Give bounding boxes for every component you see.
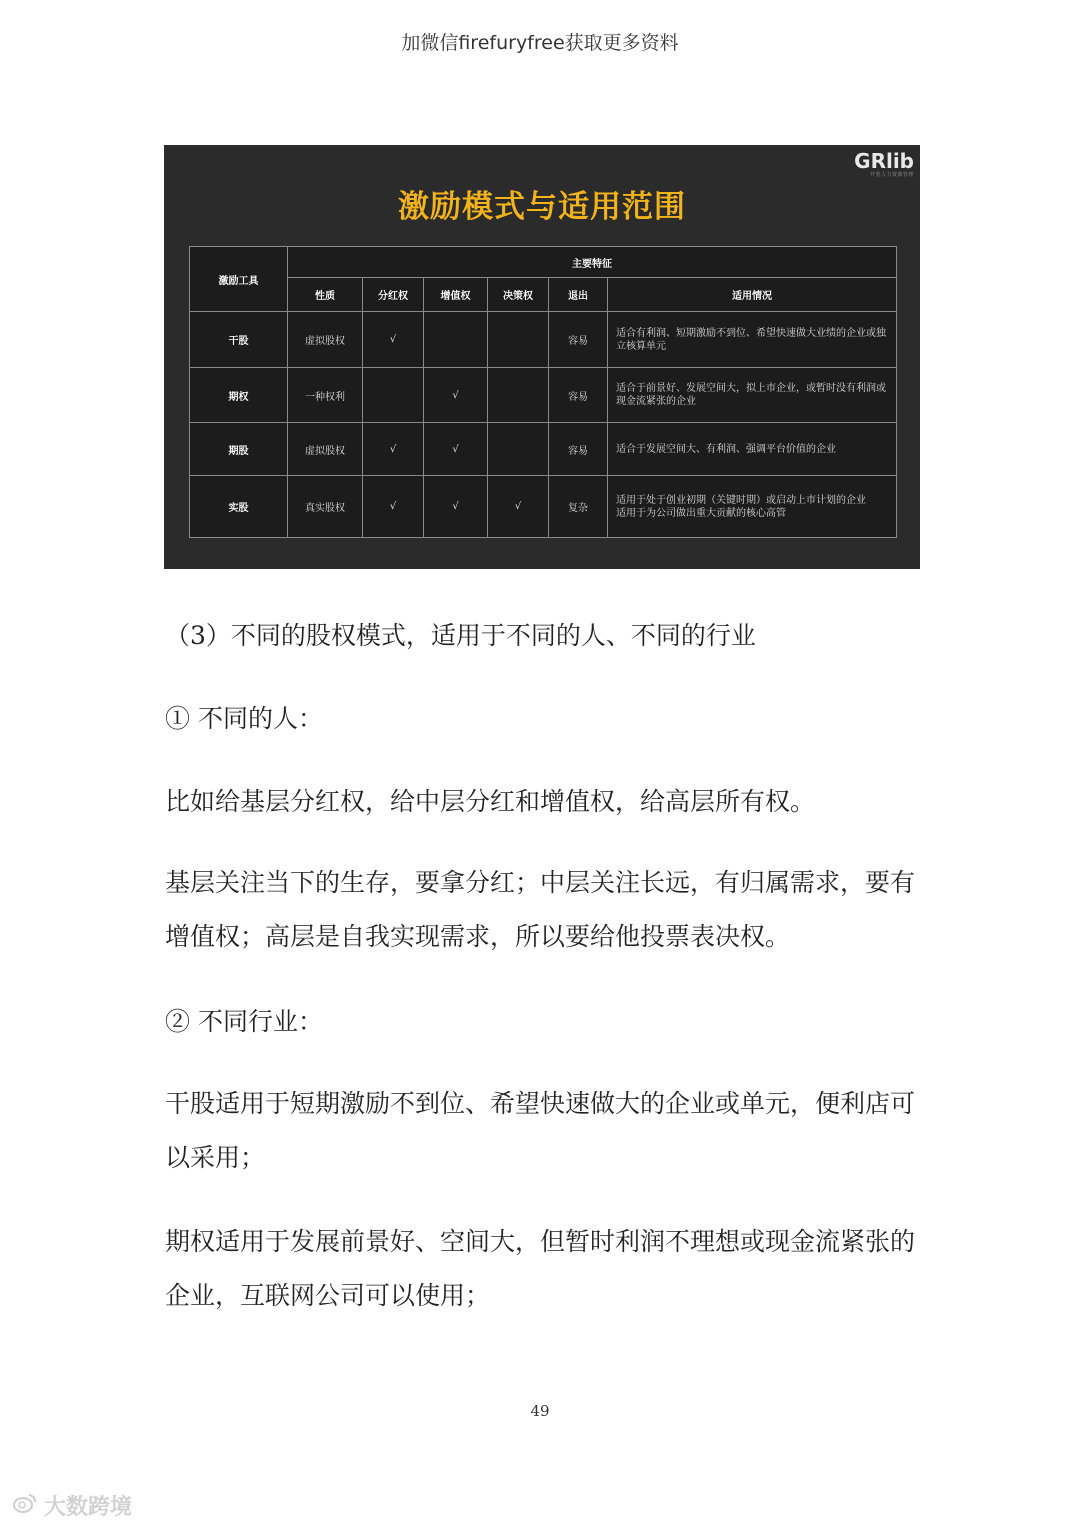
- table-cell-exit: 容易: [549, 312, 608, 368]
- table-row: [190, 423, 897, 476]
- table-corner-header: 激励工具: [190, 247, 288, 312]
- table-cell-dividend: [363, 368, 424, 423]
- paragraph: 干股适用于短期激励不到位、希望快速做大的企业或单元，便利店可以采用；: [165, 1089, 916, 1172]
- slide-logo-text: GRlib: [854, 149, 914, 173]
- table-group-header: 主要特征: [288, 247, 897, 278]
- table-cell-scope: 适用于处于创业初期（关键时期）或启动上市计划的企业 适用于为公司做出重大贡献的核心高管: [608, 476, 897, 538]
- table-row: [190, 368, 897, 423]
- column-header: 增值权: [424, 278, 488, 312]
- subheading-industry: ② 不同行业：: [165, 1007, 323, 1036]
- table-cell-tool: 期股: [190, 423, 288, 476]
- table-cell-tool: 实股: [190, 476, 288, 538]
- table-cell-scope: 适合于发展空间大、有利润、强调平台价值的企业: [608, 423, 897, 476]
- table-cell-nature: 虚拟股权: [288, 312, 363, 368]
- incentive-table: [189, 246, 897, 538]
- subheading-people: ① 不同的人：: [165, 704, 323, 733]
- table-cell-exit: 复杂: [549, 476, 608, 538]
- column-header: 性质: [288, 278, 363, 312]
- table-cell-dividend: √: [363, 476, 424, 538]
- table-cell-decision: √: [488, 476, 549, 538]
- table-cell-scope: 适合有利润、短期激励不到位、希望快速做大业绩的企业或独立核算单元: [608, 312, 897, 368]
- table-cell-tool: 期权: [190, 368, 288, 423]
- table-cell-nature: 一种权利: [288, 368, 363, 423]
- section-heading: （3）不同的股权模式，适用于不同的人、不同的行业: [165, 621, 756, 650]
- table-cell-scope: 适合于前景好、发展空间大，拟上市企业，或暂时没有利润或现金流紧张的企业: [608, 368, 897, 423]
- table-cell-tool: 干股: [190, 312, 288, 368]
- table-cell-decision: [488, 312, 549, 368]
- column-header: 决策权: [488, 278, 549, 312]
- paragraph: 期权适用于发展前景好、空间大，但暂时利润不理想或现金流紧张的企业，互联网公司可以使用；: [165, 1227, 916, 1310]
- table-cell-appreciation: √: [424, 476, 488, 538]
- table-cell-exit: 容易: [549, 368, 608, 423]
- table-cell-dividend: √: [363, 312, 424, 368]
- table-cell-dividend: √: [363, 423, 424, 476]
- watermark: [12, 1490, 132, 1521]
- table-cell-decision: [488, 423, 549, 476]
- slide-image: [164, 145, 920, 569]
- table-row: [190, 476, 897, 538]
- table-cell-appreciation: √: [424, 423, 488, 476]
- paragraph: 基层关注当下的生存，要拿分红；中层关注长远，有归属需求，要有增值权；高层是自我实现需求，所以要给他投票表决权。: [165, 868, 916, 951]
- column-header: 退出: [549, 278, 608, 312]
- page-number: 49: [530, 1402, 550, 1420]
- paragraph: 比如给基层分红权，给中层分红和增值权，给高层所有权。: [165, 787, 816, 816]
- slide-title: 激励模式与适用范围: [398, 189, 686, 225]
- page-header: 加微信firefuryfree获取更多资料: [401, 32, 679, 54]
- column-header: 分红权: [363, 278, 424, 312]
- weibo-icon: [12, 1492, 38, 1519]
- slide-logo-tagline: 开卷人力资源管理: [869, 172, 914, 178]
- table-cell-appreciation: √: [424, 368, 488, 423]
- table-row: [190, 312, 897, 368]
- table-cell-appreciation: [424, 312, 488, 368]
- column-header: 适用情况: [608, 278, 897, 312]
- table-cell-exit: 容易: [549, 423, 608, 476]
- table-cell-decision: [488, 368, 549, 423]
- table-cell-nature: 虚拟股权: [288, 423, 363, 476]
- table-cell-nature: 真实股权: [288, 476, 363, 538]
- watermark-text: 大数跨境: [44, 1495, 133, 1520]
- slide-logo: [854, 151, 914, 178]
